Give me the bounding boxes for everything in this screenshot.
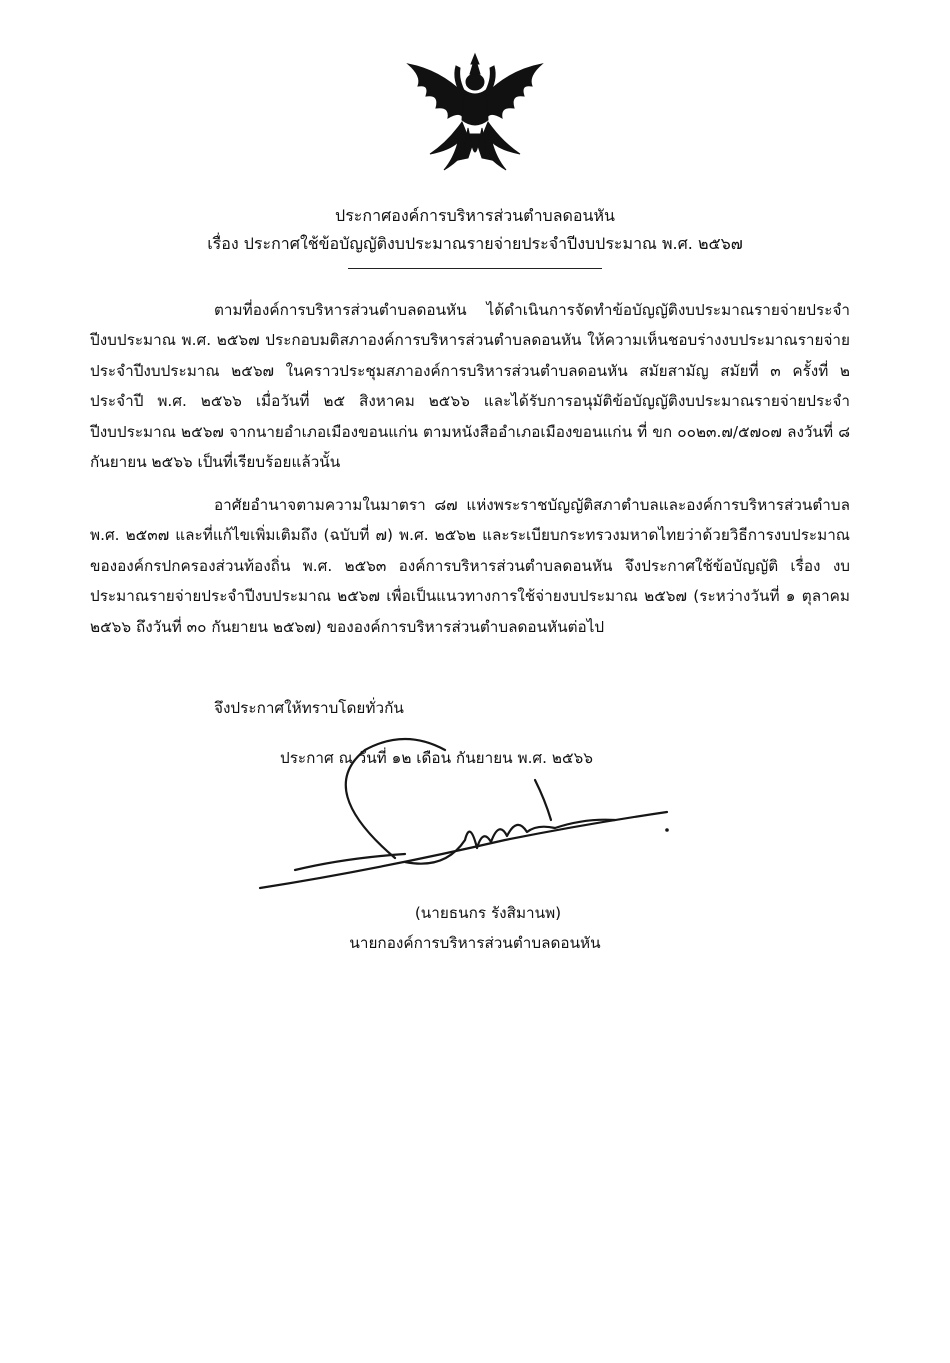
paragraph-2: อาศัยอำนาจตามความในมาตรา ๘๗ แห่งพระราชบัญญัติสภาตำบลและองค์การบริหารส่วนตำบล พ.ศ. ๒๕๓๗ และที่แก้ไขเพิ่มเติมถึง (ฉบับที่ ๗) พ.ศ. ๒๕๖๒ และระเบียบกระทรวงมหาดไทยว่าด้วยวิธีการงบประมาณขององค์กรปกครองส่วนท้องถิ่น พ.ศ. ๒๕๖๓ องค์การบริหารส่วนตำบลดอนหัน จึงประกาศใช้ข้อบัญญัติ เรื่อง งบประมาณรายจ่ายประจำปีงบประมาณ ๒๕๖๗ เพื่อเป็นแนวทางการใช้จ่ายงบประมาณ ๒๕๖๗ (ระหว่างวันที่ ๑ ตุลาคม ๒๕๖๖ ถึงวันที่ ๓๐ กันยายน ๒๕๖๗) ขององค์การบริหารส่วนตำบลดอนหันต่อไป	[90, 496, 850, 636]
signatory-position: นายกองค์การบริหารส่วนตำบลดอนหัน	[349, 934, 601, 952]
announcement-date: ประกาศ ณ วันที่ ๑๒ เดือน กันยายน พ.ศ. ๒๕๖๖	[280, 749, 593, 767]
garuda-emblem	[400, 50, 550, 180]
subject-line: เรื่อง ประกาศใช้ข้อบัญญัติงบประมาณรายจ่ายประจำปีงบประมาณ พ.ศ. ๒๕๖๗	[207, 234, 743, 253]
paragraph-1: ตามที่องค์การบริหารส่วนตำบลดอนหัน ได้ดำเนินการจัดทำข้อบัญญัติงบประมาณรายจ่ายประจำปีงบประมาณ พ.ศ. ๒๕๖๗ ประกอบมติสภาองค์การบริหารส่วนตำบลดอนหัน ให้ความเห็นชอบร่างงบประมาณรายจ่ายประจำปีงบประมาณ ๒๕๖๗ ในคราวประชุมสภาองค์การบริหารส่วนตำบลดอนหัน สมัยสามัญ สมัยที่ ๓ ครั้งที่ ๒ ประจำปี พ.ศ. ๒๕๖๖ เมื่อวันที่ ๒๕ สิงหาคม ๒๕๖๖ และได้รับการอนุมัติข้อบัญญัติงบประมาณรายจ่ายประจำปีงบประมาณ ๒๕๖๗ จากนายอำเภอเมืองขอนแก่น ตามหนังสืออำเภอเมืองขอนแก่น ที่ ขก ๐๐๒๓.๗/๕๗๐๗ ลงวันที่ ๘ กันยายน ๒๕๖๖ เป็นที่เรียบร้อยแล้วนั้น	[90, 301, 850, 472]
signatory-name: (นายธนกร รังสิมานพ)	[414, 904, 562, 922]
divider-line	[348, 268, 602, 269]
handwritten-signature	[255, 720, 675, 920]
issuer-title: ประกาศองค์การบริหารส่วนตำบลดอนหัน	[335, 206, 615, 225]
closing-statement: จึงประกาศให้ทราบโดยทั่วกัน	[214, 699, 404, 717]
